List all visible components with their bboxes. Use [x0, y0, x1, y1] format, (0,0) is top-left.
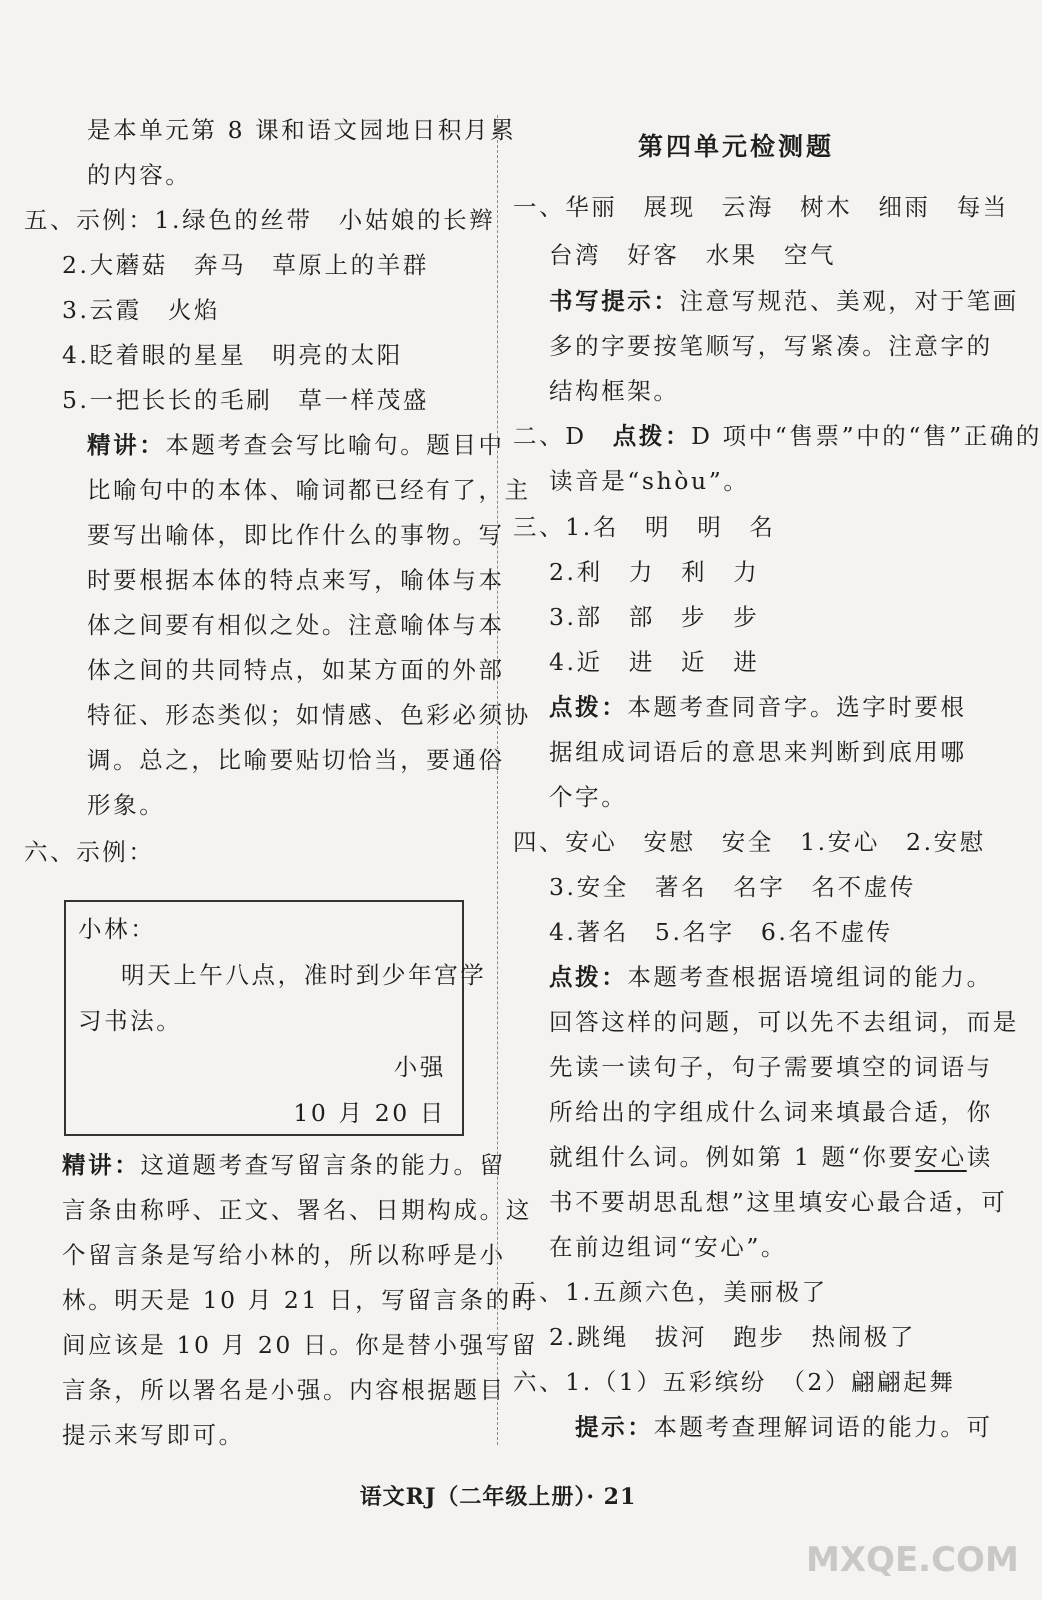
- text-line: 时要根据本体的特点来写，喻体与本: [87, 566, 505, 594]
- text-line: 林。明天是 10 月 21 日，写留言条的时: [62, 1286, 538, 1314]
- explanation-label: 精讲：: [87, 431, 166, 459]
- text-line: 书不要胡思乱想”这里填安心最合适，可: [549, 1188, 1008, 1216]
- section-two: 二、D 点拨：D 项中“售票”中的“售”正确的: [513, 422, 1042, 450]
- section-five-right: 五、1.五颜六色，美丽极了: [513, 1278, 828, 1306]
- page-footer: 语文RJ（二年级上册）· 21: [359, 1484, 637, 1510]
- text-line: 间应该是 10 月 20 日。你是替小强写留: [62, 1331, 538, 1359]
- note-body: 习书法。: [78, 1007, 183, 1035]
- section-six: 六、示例：: [24, 838, 155, 866]
- text-line: 据组成词语后的意思来判断到底用哪: [549, 738, 967, 766]
- note-recipient: 小林：: [78, 915, 157, 943]
- section-six-right: 六、1.（1）五彩缤纷 （2）翩翩起舞: [513, 1368, 956, 1396]
- text-line: 是本单元第 8 课和语文园地日积月累: [87, 116, 517, 144]
- text-line: 个留言条是写给小林的，所以称呼是小: [62, 1241, 506, 1269]
- text-line: 特征、形态类似；如情感、色彩必须协: [87, 701, 531, 729]
- text-line: 读音是“shòu”。: [549, 467, 750, 495]
- text-line: 调。总之，比喻要贴切恰当，要通俗: [87, 746, 505, 774]
- explanation-line: 精讲：这道题考查写留言条的能力。留: [62, 1151, 506, 1179]
- hint-line: 点拨：本题考查根据语境组词的能力。: [549, 963, 993, 991]
- section-one: 一、华丽 展现 云海 树木 细雨 每当: [513, 193, 1009, 221]
- text-line: 个字。: [549, 783, 628, 811]
- text-line: 言条由称呼、正文、署名、日期构成。这: [62, 1196, 532, 1224]
- text-line: 3.部 部 步 步: [549, 603, 760, 631]
- text-line: 形象。: [87, 791, 166, 819]
- hint-label: 提示：: [575, 1413, 654, 1441]
- hint-line: 点拨：本题考查同音字。选字时要根: [549, 693, 967, 721]
- note-signature: 小强: [393, 1053, 446, 1081]
- text-line: 台湾 好客 水果 空气: [549, 241, 837, 269]
- hint-label: 点拨：: [549, 963, 628, 991]
- text-line: 2.大蘑菇 奔马 草原上的羊群: [62, 251, 429, 279]
- section-three: 三、1.名 明 明 名: [513, 513, 776, 541]
- text-line: 言条，所以署名是小强。内容根据题目: [62, 1376, 506, 1404]
- text-line: 的内容。: [87, 161, 192, 189]
- hint-label: 点拨：: [612, 422, 692, 450]
- section-four: 四、安心 安慰 安全 1.安心 2.安慰: [513, 828, 986, 856]
- text-line: 提示来写即可。: [62, 1421, 245, 1449]
- hint-line: 书写提示：注意写规范、美观，对于笔画: [549, 287, 1019, 315]
- text-line: 结构框架。: [549, 377, 680, 405]
- explanation-line: 精讲：本题考查会写比喻句。题目中: [87, 431, 505, 459]
- section-five: 五、示例：1.绿色的丝带 小姑娘的长辫: [24, 206, 496, 234]
- text-line: 2.跳绳 拔河 跑步 热闹极了: [549, 1323, 916, 1351]
- underlined-word: 安心: [914, 1143, 967, 1171]
- text-line: 3.安全 著名 名字 名不虚传: [549, 873, 916, 901]
- text-line: 2.利 力 利 力: [549, 558, 760, 586]
- text-line: 3.云霞 火焰: [62, 296, 221, 324]
- explanation-label: 精讲：: [62, 1151, 141, 1179]
- text-line: 先读一读句子，句子需要填空的词语与: [549, 1053, 993, 1081]
- text-line: 4.眨着眼的星星 明亮的太阳: [62, 341, 403, 369]
- hint-label: 点拨：: [549, 693, 628, 721]
- text-line: 体之间要有相似之处。注意喻体与本: [87, 611, 505, 639]
- text-line: 就组什么词。例如第 1 题“你要安心读: [549, 1143, 993, 1171]
- note-body: 明天上午八点，准时到少年宫学: [121, 961, 487, 989]
- text-line: 4.近 进 近 进: [549, 648, 760, 676]
- watermark: MXQE.COM: [806, 1540, 1019, 1580]
- note-date: 10 月 20 日: [293, 1099, 446, 1127]
- text-line: 所给出的字组成什么词来填最合适，你: [549, 1098, 993, 1126]
- text-line: 5.一把长长的毛刷 草一样茂盛: [62, 386, 429, 414]
- text-line: 4.著名 5.名字 6.名不虚传: [549, 918, 893, 946]
- message-note-box: [64, 900, 487, 1136]
- text-line: 多的字要按笔顺写，写紧凑。注意字的: [549, 332, 993, 360]
- text-line: 要写出喻体，即比作什么的事物。写: [87, 521, 505, 549]
- text-line: 在前边组词“安心”。: [549, 1233, 788, 1261]
- text-line: 体之间的共同特点，如某方面的外部: [87, 656, 505, 684]
- text-line: 回答这样的问题，可以先不去组词，而是: [549, 1008, 1019, 1036]
- hint-line: 提示：本题考查理解词语的能力。可: [575, 1413, 993, 1441]
- hint-label: 书写提示：: [549, 287, 680, 315]
- column-divider: [497, 115, 498, 1445]
- page-title: 第四单元检测题: [638, 132, 835, 161]
- text-line: 比喻句中的本体、喻词都已经有了，主: [87, 476, 531, 504]
